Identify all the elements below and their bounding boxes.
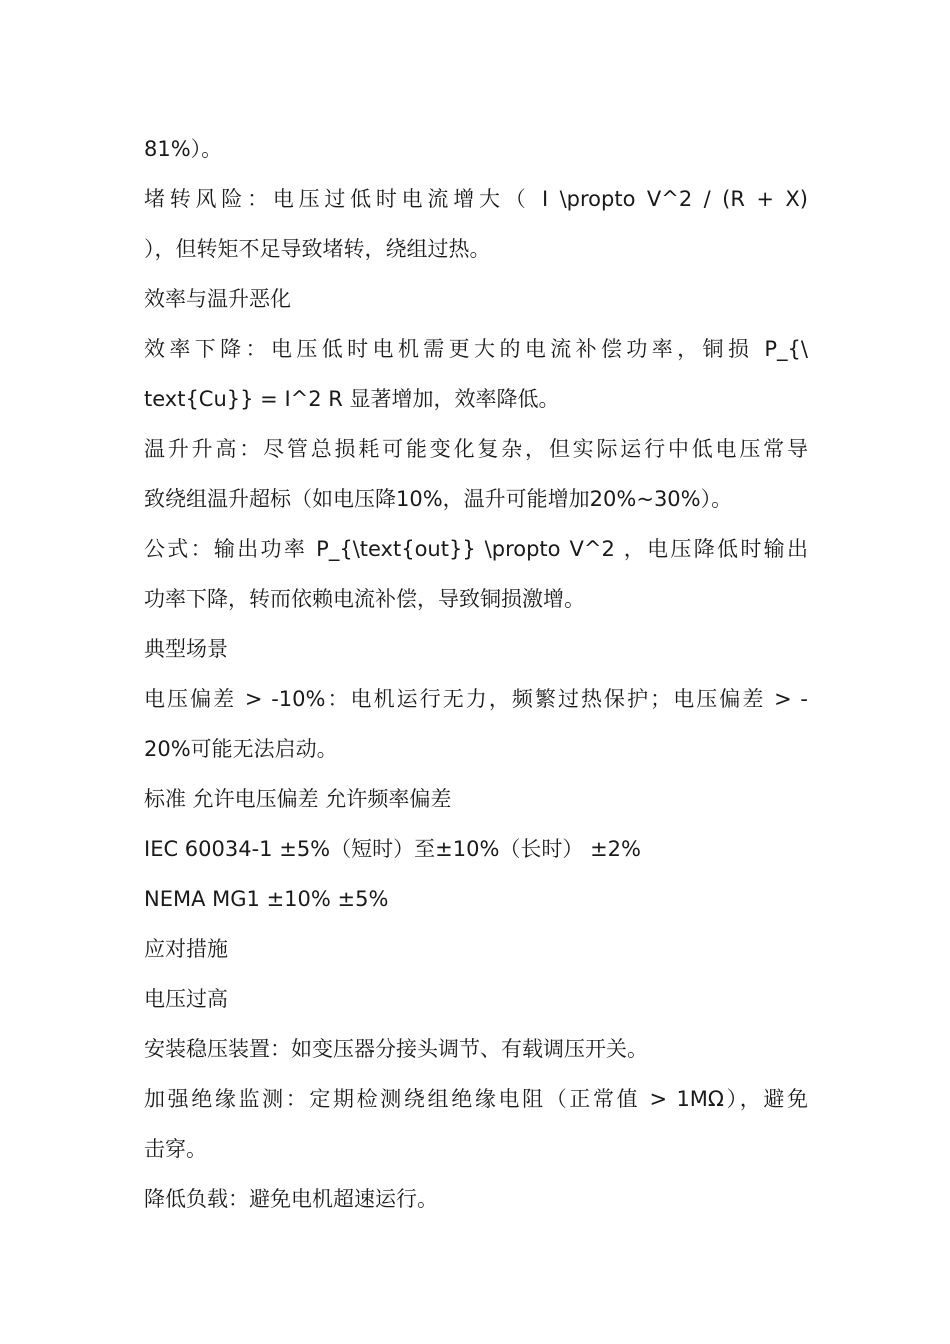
text-line: 致绕组温升超标（如电压降10%，温升可能增加20%~30%）。 (144, 487, 733, 511)
text-line: 降低负载：避免电机超速运行。 (144, 1187, 438, 1211)
table-row: IEC 60034-1 ±5%（短时）至±10%（长时） ±2% (144, 837, 641, 861)
table-header-row: 标准 允许电压偏差 允许频率偏差 (144, 787, 452, 811)
text-line: text{Cu}} = I^2 R 显著增加，效率降低。 (144, 387, 560, 411)
text-line: 安装稳压装置：如变压器分接头调节、有载调压开关。 (144, 1037, 648, 1061)
section-heading: 电压过高 (144, 987, 228, 1011)
table-row: NEMA MG1 ±10% ±5% (144, 887, 389, 911)
text-line: 加强绝缘监测：定期检测绕组绝缘电阻（正常值 > 1MΩ），避免 (144, 1087, 808, 1111)
text-line: 电压偏差 > -10%：电机运行无力，频繁过热保护；电压偏差 > - (144, 687, 808, 711)
section-heading: 效率与温升恶化 (144, 287, 291, 311)
section-heading: 典型场景 (144, 637, 228, 661)
text-line: 击穿。 (144, 1137, 207, 1161)
text-line: 81%）。 (144, 137, 223, 161)
text-line: 效率下降：电压低时电机需更大的电流补偿功率，铜损 P_{\ (144, 337, 808, 361)
text-line: 功率下降，转而依赖电流补偿，导致铜损激增。 (144, 587, 585, 611)
text-line: 20%可能无法启动。 (144, 737, 338, 761)
text-line: 公式：输出功率 P_{\text{out}} \propto V^2 ，电压降低时输出 (144, 537, 808, 561)
section-heading: 应对措施 (144, 937, 228, 961)
text-line: 堵转风险：电压过低时电流增大（ I \propto V^2 / (R + X) (144, 187, 808, 211)
text-line: ），但转矩不足导致堵转，绕组过热。 (144, 237, 491, 261)
text-line: 温升升高：尽管总损耗可能变化复杂，但实际运行中低电压常导 (144, 437, 808, 461)
